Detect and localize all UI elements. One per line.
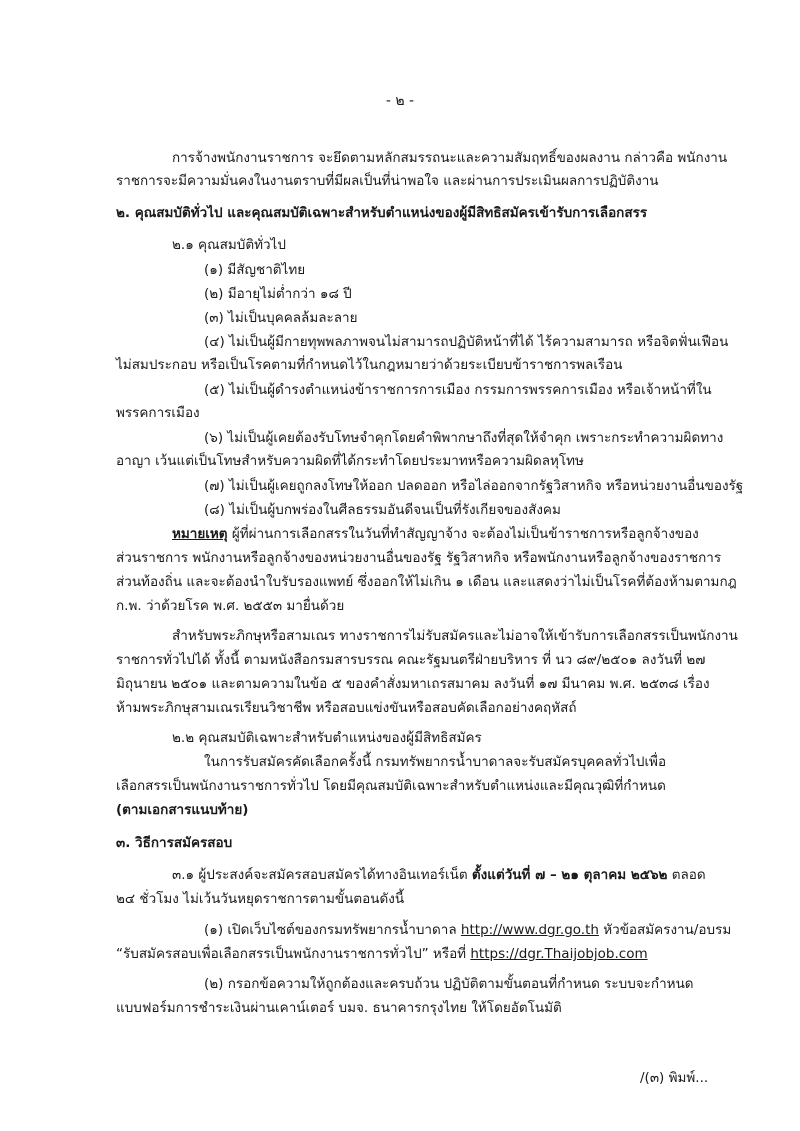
subsection-2-2-title: ๒.๒ คุณสมบัติเฉพาะสำหรับตำแหน่งของผู้มีสิทธิสมัคร — [172, 730, 482, 746]
subsection-2-2-line-1: ในการรับสมัครคัดเลือกครั้งนี้ กรมทรัพยากรน้ำบาดาลจะรับสมัครบุคคลทั่วไปเพื่อ — [204, 754, 667, 770]
intro-line-2: ราชการจะมีความมั่นคงในงานตราบที่มีผลเป็นที่น่าพอใจ และผ่านการประเมินผลการปฏิบัติงาน — [116, 173, 659, 189]
qualification-item-5: (๕) ไม่เป็นผู้ดำรงตำแหน่งข้าราชการการเมือง กรรมการพรรคการเมือง หรือเจ้าหน้าที่ใน — [204, 382, 712, 398]
subsection-2-2-line-3: (ตามเอกสารแนบท้าย) — [116, 802, 249, 818]
qualification-item-1: (๑) มีสัญชาติไทย — [204, 262, 306, 278]
qualification-item-4-cont: ไม่สมประกอบ หรือเป็นโรคตามที่กำหนดไว้ในกฎหมายว่าด้วยระเบียบข้าราชการพลเรือน — [116, 357, 623, 373]
qualification-item-2: (๒) มีอายุไม่ต่ำกว่า ๑๘ ปี — [204, 286, 352, 302]
qualification-item-5-cont: พรรคการเมือง — [116, 405, 200, 421]
step-1-text-b: หัวข้อสมัครงาน/อบรม — [598, 922, 732, 938]
monk-line-4: ห้ามพระภิกษุสามเณรเรียนวิชาชีพ หรือสอบแข่งขันหรือสอบคัดเลือกอย่างคฤหัสถ์ — [116, 700, 577, 716]
thaijobjob-link[interactable]: https://dgr.Thaijobjob.com — [470, 946, 648, 962]
qualification-item-6: (๖) ไม่เป็นผู้เคยต้องรับโทษจำคุกโดยคำพิพากษาถึงที่สุดให้จำคุก เพราะกระทำความผิดทาง — [204, 430, 724, 446]
step-1-text-c: “รับสมัครสอบเพื่อเลือกสรรเป็นพนักงานราชการทั่วไป” หรือที่ — [116, 946, 471, 962]
qualification-item-8: (๘) ไม่เป็นผู้บกพร่องในศีลธรรมอันดีจนเป็นที่รังเกียจของสังคม — [204, 502, 561, 518]
subsection-3-1-text-a: ๓.๑ ผู้ประสงค์จะสมัครสอบสมัครได้ทางอินเทอร์เน็ต — [172, 867, 472, 883]
step-2-line-2: แบบฟอร์มการชำระเงินผ่านเคาน์เตอร์ บมจ. ธนาคารกรุงไทย ให้โดยอัตโนมัติ — [116, 1000, 562, 1016]
note-line-1 — [172, 524, 699, 544]
section-3-heading: ๓. วิธีการสมัครสอบ — [116, 835, 233, 851]
qualification-item-6-cont: อาญา เว้นแต่เป็นโทษสำหรับความผิดที่ได้กระทำโดยประมาทหรือความผิดลหุโทษ — [116, 453, 584, 469]
step-2-line-1: (๒) กรอกข้อความให้ถูกต้องและครบถ้วน ปฏิบัติตามขั้นตอนที่กำหนด ระบบจะกำหนด — [204, 976, 694, 992]
subsection-2-2-line-2: เลือกสรรเป็นพนักงานราชการทั่วไป โดยมีคุณสมบัติเฉพาะสำหรับตำแหน่งและมีคุณวุฒิที่กำหนด — [116, 778, 666, 794]
qualification-item-7: (๗) ไม่เป็นผู้เคยถูกลงโทษให้ออก ปลดออก หรือไล่ออกจากรัฐวิสาหกิจ หรือหน่วยงานอื่นของรัฐ — [204, 478, 744, 494]
note-label: หมายเหตุ — [172, 526, 228, 542]
monk-line-2: ราชการทั่วไปได้ ทั้งนี้ ตามหนังสือกรมสารบรรณ คณะรัฐมนตรีฝ่ายบริหาร ที่ นว ๘๙/๒๕๐๑ ลงวันที่ ๒๗ — [116, 652, 706, 668]
note-line-2: ส่วนราชการ พนักงานหรือลูกจ้างของหน่วยงานอื่นของรัฐ รัฐวิสาหกิจ หรือพนักงานหรือลูกจ้างของราชการ — [116, 550, 722, 566]
note-text-1: ผู้ที่ผ่านการเลือกสรรในวันที่ทำสัญญาจ้าง จะต้องไม่เป็นข้าราชการหรือลูกจ้างของ — [227, 526, 699, 542]
subsection-3-1-line-1 — [172, 865, 706, 885]
subsection-2-1-title: ๒.๑ คุณสมบัติทั่วไป — [172, 237, 286, 253]
subsection-3-1-text-b: ตลอด — [667, 867, 706, 883]
step-1-line-1 — [204, 920, 731, 940]
intro-line-1: การจ้างพนักงานราชการ จะยึดตามหลักสมรรถนะและความสัมฤทธิ์ของผลงาน กล่าวคือ พนักงาน — [172, 150, 728, 166]
application-period: ตั้งแต่วันที่ ๗ – ๒๑ ตุลาคม ๒๕๖๒ — [471, 867, 668, 883]
subsection-3-1-line-2: ๒๔ ชั่วโมง ไม่เว้นวันหยุดราชการตามขั้นตอนดังนี้ — [116, 891, 405, 907]
monk-line-3: มิถุนายน ๒๕๐๑ และตามความในข้อ ๕ ของคำสั่งมหาเถรสมาคม ลงวันที่ ๑๗ มีนาคม พ.ศ. ๒๕๓๘ เรื่อง — [116, 676, 710, 692]
page-number: - ๒ - — [385, 93, 415, 109]
step-1-text-a: (๑) เปิดเว็บไซต์ของกรมทรัพยากรน้ำบาดาล — [204, 922, 461, 938]
qualification-item-4: (๔) ไม่เป็นผู้มีกายทุพพลภาพจนไม่สามารถปฏิบัติหน้าที่ได้ ไร้ความสามารถ หรือจิตฟั่นเฟือน — [204, 334, 729, 350]
note-line-4: ก.พ. ว่าด้วยโรค พ.ศ. ๒๕๕๓ มายื่นด้วย — [116, 598, 345, 614]
continuation-marker: /(๓) พิมพ์... — [640, 1070, 709, 1086]
step-1-line-2 — [116, 944, 648, 964]
monk-line-1: สำหรับพระภิกษุหรือสามเณร ทางราชการไม่รับสมัครและไม่อาจให้เข้ารับการเลือกสรรเป็นพนักงาน — [172, 628, 738, 644]
dgr-website-link[interactable]: http://www.dgr.go.th — [460, 922, 599, 938]
qualification-item-3: (๓) ไม่เป็นบุคคลล้มละลาย — [204, 310, 358, 326]
note-line-3: ส่วนท้องถิ่น และจะต้องนำใบรับรองแพทย์ ซึ่งออกให้ไม่เกิน ๑ เดือน และแสดงว่าไม่เป็นโรคที่ต้องห้ามตามกฎ — [116, 574, 737, 590]
section-2-heading: ๒. คุณสมบัติทั่วไป และคุณสมบัติเฉพาะสำหรับตำแหน่งของผู้มีสิทธิสมัครเข้ารับการเลือกสรร — [116, 205, 648, 221]
